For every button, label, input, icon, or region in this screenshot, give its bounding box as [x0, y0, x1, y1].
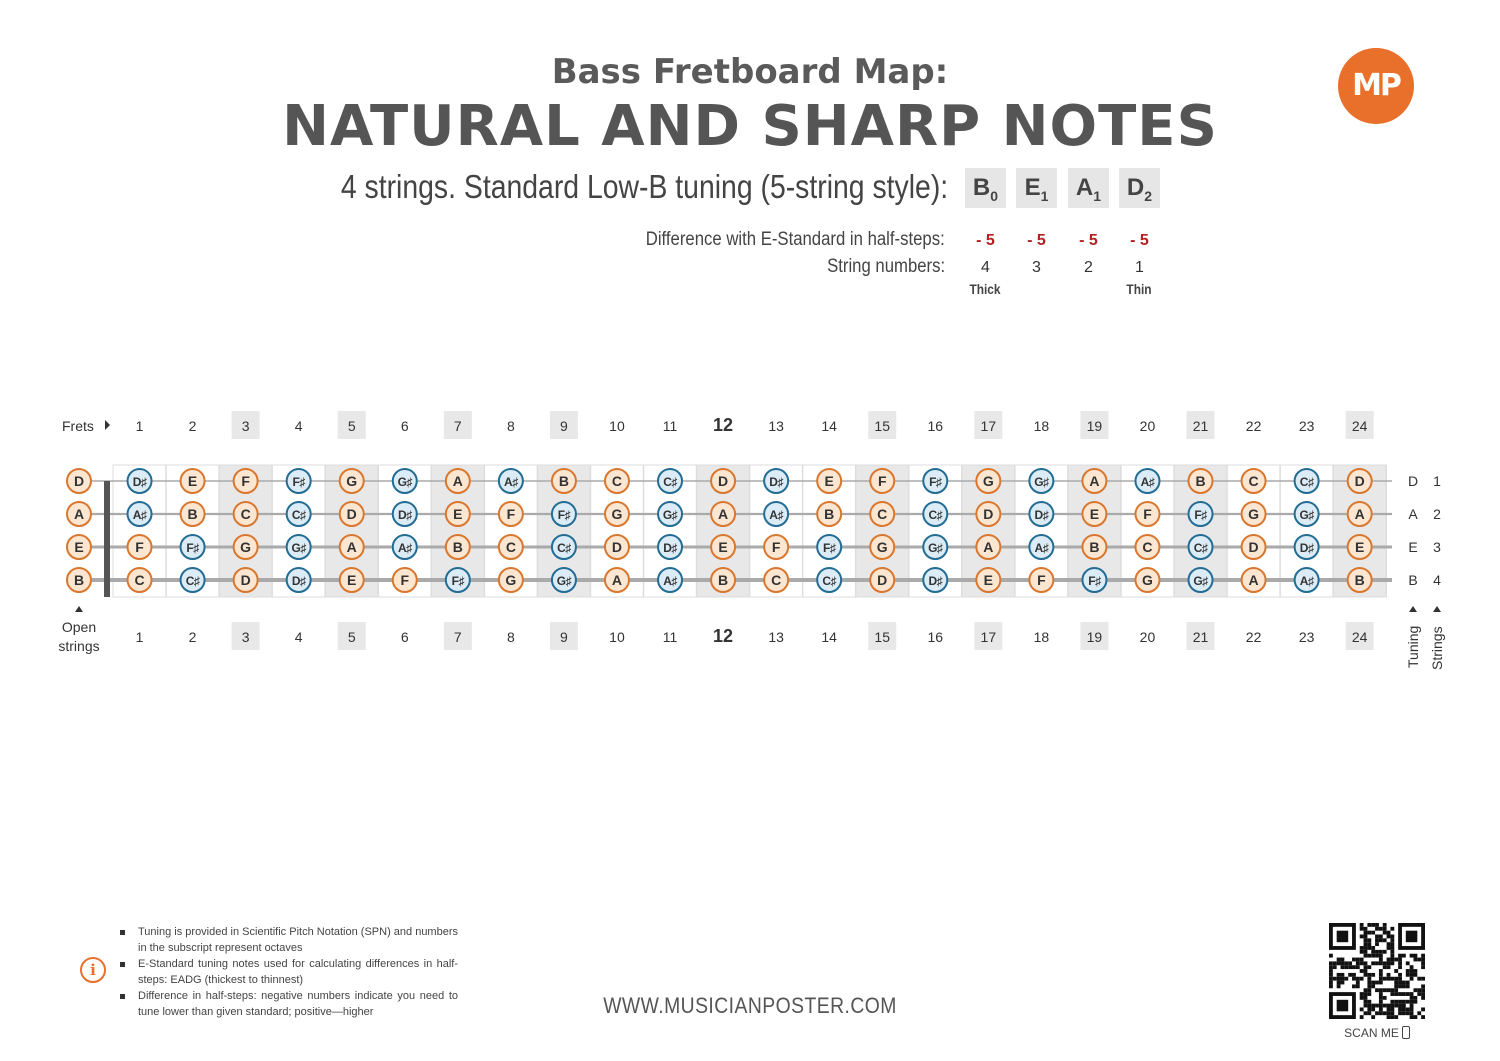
tuning-note-e: $E_1$ — [1016, 168, 1057, 208]
fret-note-label: G — [1248, 506, 1260, 522]
fret-note-label: A♯ — [1140, 475, 1155, 489]
fret-note-label: D — [983, 506, 994, 522]
brand-logo: MP — [1338, 48, 1414, 124]
fret-number-bottom: 24 — [1351, 629, 1368, 645]
fret-note-label: A — [346, 539, 357, 555]
string-number-label: 4 — [1433, 572, 1441, 588]
fret-note-label: D — [877, 572, 888, 588]
fret-note-label: E — [983, 572, 993, 588]
fret-number-top: 14 — [821, 418, 837, 434]
fret-note-label: G♯ — [928, 541, 943, 555]
string-number-label: 2 — [1433, 506, 1441, 522]
difference-value: - 5 — [976, 232, 995, 249]
fret-note-label: C♯ — [1193, 541, 1208, 555]
arrow-right-icon — [105, 420, 110, 430]
fret-number-top: 15 — [874, 418, 891, 434]
fret-number-bottom: 16 — [927, 629, 944, 645]
fret-note-label: G♯ — [291, 541, 306, 555]
fret-note-label: F — [400, 572, 410, 588]
footer-note: Difference in half-steps: negative numbers indicate you need to tune lower than given standard; positive—higher — [118, 989, 458, 1020]
fret-note-label: B — [1354, 572, 1365, 588]
fret-note-label: B — [1089, 539, 1100, 555]
fret-note-label: G — [611, 506, 623, 522]
arrow-up-icon — [1433, 606, 1441, 612]
fret-number-bottom: 14 — [821, 629, 837, 645]
fret-number-top: 2 — [188, 418, 197, 434]
fret-note-label: E — [347, 572, 357, 588]
fret-note-label: F♯ — [929, 475, 942, 489]
arrow-up-icon — [1409, 606, 1417, 612]
open-strings-label: strings — [58, 638, 100, 654]
fret-note-label: D♯ — [132, 475, 147, 489]
open-string-note-label: A — [73, 506, 85, 522]
difference-value: - 5 — [1027, 232, 1046, 249]
fret-note-label: D♯ — [397, 508, 412, 522]
fret-number-top: 10 — [609, 418, 625, 434]
string-number: 3 — [1032, 259, 1041, 276]
fret-note-label: F — [771, 539, 781, 555]
fret-note-label: F♯ — [823, 541, 836, 555]
fret-note-label: C♯ — [928, 508, 943, 522]
fret-note-label: F♯ — [557, 508, 571, 522]
fret-note-label: C♯ — [822, 574, 837, 588]
fret-number-bottom: 8 — [506, 629, 515, 645]
fret-number-bottom: 17 — [980, 629, 997, 645]
tuning-axis-label: Tuning — [1405, 625, 1421, 668]
fret-note-label: A♯ — [663, 574, 677, 588]
footer-note: E-Standard tuning notes used for calculating differences in half-steps: EADG (thickest to thinnest) — [118, 957, 458, 988]
fret-note-label: C — [611, 473, 623, 489]
string-number: 4 — [981, 259, 990, 276]
fret-number-top: 21 — [1192, 418, 1209, 434]
fret-note-label: D♯ — [769, 475, 783, 489]
fret-note-label: B — [718, 572, 729, 588]
fret-note-label: A♯ — [397, 541, 412, 555]
fret-number-bottom: 20 — [1139, 629, 1156, 645]
difference-value: - 5 — [1130, 232, 1149, 249]
qr-code-icon — [1329, 923, 1425, 1019]
fret-note-label: B — [824, 506, 835, 522]
fret-number-top: 11 — [662, 418, 678, 434]
fret-note-label: E — [1089, 506, 1100, 522]
fret-number-top: 24 — [1351, 418, 1368, 434]
fret-number-top: 13 — [768, 418, 784, 434]
fret-note-label: F — [877, 473, 887, 489]
fret-note-label: D — [1248, 539, 1259, 555]
fret-note-label: D — [346, 506, 357, 522]
open-string-note-label: E — [74, 539, 84, 555]
frets-label: Frets — [62, 418, 94, 434]
difference-value: - 5 — [1079, 232, 1098, 249]
fret-number-bottom: 21 — [1192, 629, 1209, 645]
fret-note-label: A♯ — [132, 508, 147, 522]
tuning-note-d: $D_2$ — [1119, 168, 1160, 208]
fret-number-bottom: 11 — [662, 629, 678, 645]
fret-note-label: G♯ — [1193, 574, 1208, 588]
fret-note-label: G♯ — [1299, 508, 1314, 522]
fret-note-label: D — [611, 539, 623, 555]
fret-note-label: C — [240, 506, 251, 522]
fret-number-bottom: 22 — [1245, 629, 1262, 645]
fret-note-label: G — [876, 539, 888, 555]
fret-note-label: G — [346, 473, 358, 489]
strings-axis-label: Strings — [1429, 626, 1445, 670]
fret-note-label: G♯ — [1034, 475, 1049, 489]
fret-number-bottom: 23 — [1298, 629, 1315, 645]
fret-number-top: 23 — [1298, 418, 1315, 434]
fret-note-label: F♯ — [1194, 508, 1207, 522]
fret-note-label: F — [506, 506, 516, 522]
scan-me-label: SCAN ME — [1329, 1026, 1425, 1040]
fret-note-label: C♯ — [1299, 475, 1314, 489]
fret-number-bottom: 3 — [241, 629, 250, 645]
fret-note-label: D♯ — [1299, 541, 1314, 555]
fret-number-top: 4 — [294, 418, 303, 434]
fret-note-label: G♯ — [556, 574, 572, 588]
fret-note-label: A — [611, 572, 623, 588]
footer-note: Tuning is provided in Scientific Pitch Notation (SPN) and numbers in the subscript represent octaves — [118, 925, 458, 956]
fret-note-label: C — [505, 539, 516, 555]
fret-number-bottom: 19 — [1086, 629, 1103, 645]
fret-note-label: A — [1354, 506, 1365, 522]
tuning-note-a: $A_1$ — [1068, 168, 1109, 208]
fret-note-label: C♯ — [663, 475, 677, 489]
fret-note-label: E — [453, 506, 463, 522]
fret-note-label: C — [1248, 473, 1259, 489]
fret-note-label: G — [982, 473, 994, 489]
fret-number-top: 7 — [453, 418, 462, 434]
fret-number-top: 17 — [980, 418, 997, 434]
fret-note-label: D — [1354, 473, 1365, 489]
fret-note-label: G — [240, 539, 252, 555]
fret-note-label: D♯ — [1034, 508, 1049, 522]
page-subtitle: Bass Fretboard Map: — [551, 52, 949, 92]
fret-note-label: C♯ — [291, 508, 306, 522]
fret-note-label: G♯ — [662, 508, 678, 522]
fret-number-bottom: 6 — [400, 629, 409, 645]
tuning-label: 4 strings. Standard Low-B tuning (5-string style): — [340, 168, 948, 205]
fret-number-bottom: 13 — [768, 629, 784, 645]
fret-number-bottom: 18 — [1033, 629, 1050, 645]
fret-note-label: D♯ — [291, 574, 306, 588]
tuning-letter: A — [1408, 506, 1418, 522]
fret-number-top: 12 — [713, 415, 734, 435]
fret-note-label: C♯ — [185, 574, 200, 588]
thin-label: Thin — [1126, 281, 1152, 297]
open-string-note-label: B — [73, 572, 85, 588]
fret-number-top: 20 — [1139, 418, 1156, 434]
difference-label: Difference with E-Standard in half-steps: — [646, 229, 945, 250]
fret-note-label: E — [1355, 539, 1365, 555]
fret-note-label: F♯ — [451, 574, 464, 588]
fret-note-label: A♯ — [769, 508, 783, 522]
fret-number-top: 6 — [400, 418, 409, 434]
fret-note-label: E — [824, 473, 834, 489]
fret-note-label: A — [452, 473, 463, 489]
fret-note-label: G♯ — [397, 475, 412, 489]
fret-note-label: F — [1143, 506, 1152, 522]
fret-note-label: B — [452, 539, 463, 555]
fret-note-label: C — [134, 572, 145, 588]
fret-note-label: C — [771, 572, 782, 588]
website-link[interactable]: WWW.MUSICIANPOSTER.COM — [603, 993, 897, 1018]
fret-note-label: A — [1248, 572, 1259, 588]
fret-note-label: C — [1142, 539, 1153, 555]
fret-number-bottom: 5 — [347, 629, 356, 645]
string-number: 2 — [1084, 259, 1093, 276]
fret-note-label: C♯ — [557, 541, 571, 555]
fret-number-bottom: 10 — [609, 629, 625, 645]
fret-note-label: A — [1089, 473, 1100, 489]
fret-number-bottom: 1 — [135, 629, 144, 645]
fret-number-top: 22 — [1245, 418, 1262, 434]
string-number-label: 1 — [1433, 473, 1441, 489]
fret-number-top: 9 — [560, 418, 568, 434]
nut — [104, 481, 110, 597]
fret-note-label: A — [718, 506, 729, 522]
fret-number-top: 16 — [927, 418, 944, 434]
fret-number-top: 3 — [241, 418, 250, 434]
fret-number-bottom: 12 — [713, 626, 734, 646]
phone-icon — [1402, 1026, 1410, 1039]
fret-number-top: 1 — [135, 418, 144, 434]
fret-note-label: B — [558, 473, 569, 489]
string-numbers-label: String numbers: — [826, 256, 945, 277]
fret-note-label: F♯ — [186, 541, 199, 555]
fret-number-top: 5 — [347, 418, 356, 434]
fret-note-label: G — [505, 572, 517, 588]
fret-note-label: B — [1195, 473, 1206, 489]
fret-note-label: C — [877, 506, 888, 522]
fret-note-label: A♯ — [1034, 541, 1049, 555]
fret-note-label: F — [135, 539, 144, 555]
fret-number-bottom: 9 — [560, 629, 568, 645]
string-number: 1 — [1135, 259, 1144, 276]
fret-number-top: 18 — [1033, 418, 1050, 434]
fret-note-label: F — [241, 473, 250, 489]
string-number-label: 3 — [1433, 539, 1441, 555]
fret-note-label: D — [718, 473, 729, 489]
fret-number-bottom: 15 — [874, 629, 891, 645]
fret-number-bottom: 2 — [188, 629, 197, 645]
fret-note-label: B — [187, 506, 198, 522]
open-strings-label: Open — [61, 619, 97, 635]
fret-note-label: A♯ — [1299, 574, 1314, 588]
fret-note-label: D — [240, 572, 251, 588]
fret-note-label: D♯ — [663, 541, 677, 555]
fret-note-label: F♯ — [1088, 574, 1101, 588]
fret-number-bottom: 7 — [453, 629, 462, 645]
fret-note-label: E — [187, 473, 198, 489]
fret-number-top: 8 — [506, 418, 515, 434]
fret-number-top: 19 — [1086, 418, 1103, 434]
fret-note-label: A — [983, 539, 994, 555]
open-string-note-label: D — [73, 473, 85, 489]
fret-note-label: E — [718, 539, 728, 555]
tuning-letter: D — [1407, 473, 1419, 489]
page-title: NATURAL AND SHARP NOTES — [282, 94, 1218, 159]
arrow-up-icon — [75, 606, 83, 612]
thick-label: Thick — [969, 281, 1001, 297]
tuning-letter: B — [1408, 572, 1418, 588]
fret-number-bottom: 4 — [294, 629, 303, 645]
fret-note-label: G — [1142, 572, 1153, 588]
fret-note-label: F♯ — [292, 475, 305, 489]
fret-note-label: F — [1037, 572, 1046, 588]
tuning-note-b: $B_0$ — [965, 168, 1006, 208]
tuning-letter: E — [1408, 539, 1418, 555]
info-icon: i — [80, 957, 106, 983]
fret-note-label: A♯ — [504, 475, 518, 489]
fret-note-label: D♯ — [928, 574, 943, 588]
